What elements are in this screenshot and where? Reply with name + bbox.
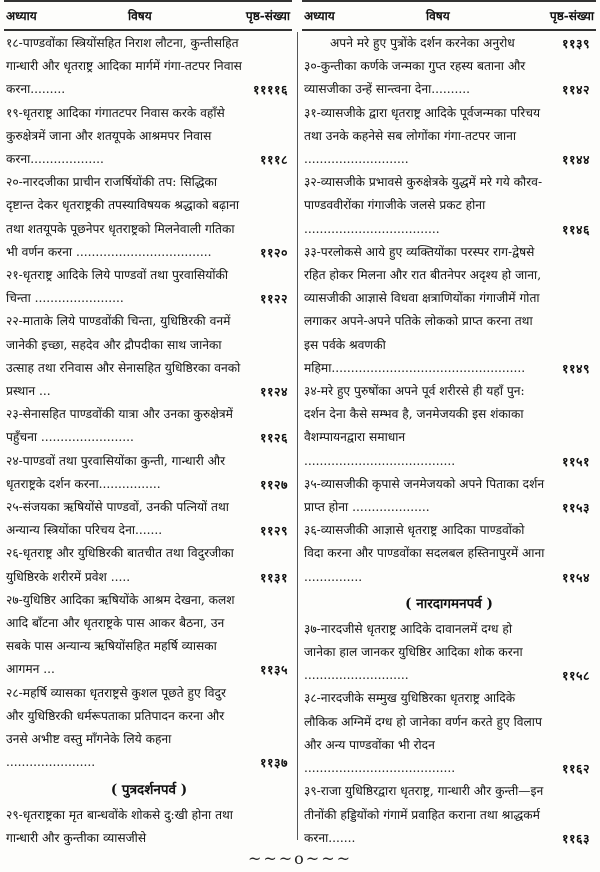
column-divider xyxy=(297,32,298,840)
header-adhyay: अध्याय xyxy=(304,9,335,23)
header-vishay: विषय xyxy=(426,9,450,23)
toc-entry xyxy=(6,32,292,102)
left-column xyxy=(6,32,292,845)
toc-entry-text: २१-धृतराष्ट्र आदिके लिये पाण्डवों तथा पुरवासियोंकी चिन्ता ....................... xyxy=(6,268,228,306)
toc-entry xyxy=(6,264,292,310)
toc-entry-text: १९-धृतराष्ट्र आदिका गंगातटपर निवास करके वहाँसे कुरुक्षेत्रमें जाना और शतयूपके आश्रमपर निवास करना................... xyxy=(6,105,225,167)
toc-entry xyxy=(6,310,292,403)
toc-entry xyxy=(6,102,292,172)
toc-entry xyxy=(304,171,594,241)
toc-entry-text: ३३-परलोकसे आये हुए व्यक्तियोंका परस्पर राग-द्वेषसे रहित होकर मिलना और रात बीतनेपर अदृश्य हो जाना, व्यासजीकी आज्ञासे विधवा क्षत्राणियोंका गंगाजीमें गोता लगाकर अपने-अपने पतिके लोकको प्राप्त करना तथा इस पर्वके श्रवणकी महिमा.................................................. xyxy=(304,244,542,375)
toc-entry-page: ११२६ xyxy=(259,430,288,446)
toc-entry-text: ३९-राजा युधिष्ठिरद्वारा धृतराष्ट्र, गान्धारी और कुन्ती—इन तीनोंकी हड्डियोंको गंगामें प्रवाहित कराना तथा श्राद्धकर्म करना....... xyxy=(304,784,544,845)
toc-entry-text: २४-पाण्डवों तथा पुरवासियोंका कुन्ती, गान्धारी और धृतराष्ट्रके दर्शन करना................ xyxy=(6,453,226,491)
toc-entry-page: ११४९ xyxy=(561,360,590,376)
toc-entry-text: २०-नारदजीका प्राचीन राजर्षियोंकी तप: सिद्धिका दृष्टान्त देकर धृतराष्ट्रकी तपस्याविषयक श्रद्धाको बढ़ाना तथा शतयूपके पूछनेपर धृतराष्ट्रको मिलनेवाली गतिका भी वर्णन करना ................................... xyxy=(6,175,240,259)
toc-entry-text: ३०-कुन्तीका कर्णके जन्मका गुप्त रहस्य बताना और व्यासजीका उन्हें सान्त्वना देना.......... xyxy=(304,59,526,97)
header-right xyxy=(302,0,596,31)
toc-entry xyxy=(304,380,594,473)
toc-entry-page: ११३५ xyxy=(259,662,288,678)
toc-entry-text: ३४-मरे हुए पुरुषोंका अपने पूर्व शरीरसे ही यहाँ पुन: दर्शन देना कैसे सम्भव है, जनमेजयकी इस शंकाका वैशम्पायनद्वारा समाधान ....................................... xyxy=(304,384,525,468)
toc-entry-page: ११२० xyxy=(259,244,288,260)
toc-entry xyxy=(304,687,594,780)
toc-entry xyxy=(6,542,292,588)
toc-entry-page: ११५८ xyxy=(561,668,590,684)
toc-entry-text: २९-धृतराष्ट्रका मृत बान्धवोंके शोकसे दु:खी होना तथा गान्धारी और कुन्तीका व्यासजीसे xyxy=(6,807,233,845)
header-prishth: पृष्ठ-संख्या xyxy=(549,9,594,23)
toc-entry-text: २३-सेनासहित पाण्डवोंकी यात्रा और उनका कुरुक्षेत्रमें पहुँचना ........................ xyxy=(6,407,233,445)
section-title: ( नारदागमनपर्व ) xyxy=(405,595,493,612)
toc-entry-page: ११६३ xyxy=(561,830,590,846)
toc-entry-text: ३८-नारदजीके सम्मुख युधिष्ठिरका धृतराष्ट्र आदिके लौकिक अग्निमें दग्ध हो जानेका वर्णन करते हुए विलाप और अन्य पाण्डवोंका भी रोदन ....................................... xyxy=(304,691,542,776)
toc-entry-text: १८-पाण्डवोंका स्त्रियोंसहित निराश लौटना, कुन्तीसहित गान्धारी और धृतराष्ट्र आदिका मार्गमें गंगा-तटपर निवास करना......... xyxy=(6,36,242,97)
toc-entry xyxy=(304,780,594,850)
toc-entry xyxy=(304,32,594,55)
toc-entry-page: ११२२ xyxy=(259,291,288,307)
toc-entry xyxy=(304,473,594,519)
toc-entry-text: २२-माताके लिये पाण्डवोंकी चिन्ता, युधिष्ठिरकी वनमें जानेकी इच्छा, सहदेव और द्रौपदीका साथ जानेका उत्साह तथा रनिवास और सेनासहित युधिष्ठिरका वनको प्रस्थान ... xyxy=(6,314,241,399)
toc-entry-page: ११२९ xyxy=(259,523,288,539)
toc-entry-page: ११४२ xyxy=(561,82,590,98)
toc-entry xyxy=(6,403,292,449)
toc-entry-text: २७-युधिष्ठिर आदिका ऋषियोंके आश्रम देखना, कलश आदि बाँटना और धृतराष्ट्रके पास आकर बैठना, उन सबके पास अन्यान्य ऋषियोंसहित महर्षि व्यासका आगमन ... xyxy=(6,592,235,677)
toc-entry-page: ११११६ xyxy=(252,82,288,98)
toc-entry-page: ११२४ xyxy=(259,384,288,400)
toc-entry-text: ३५-व्यासजीकी कृपासे जनमेजयको अपने पिताका दर्शन प्राप्त होना .................... xyxy=(304,476,545,515)
toc-entry xyxy=(6,804,292,850)
toc-entry xyxy=(304,241,594,380)
section-title: ( पुत्रदर्शनपर्व ) xyxy=(110,781,188,798)
toc-entry xyxy=(6,589,292,682)
header-adhyay: अध्याय xyxy=(6,9,37,23)
toc-entry-text: २५-संजयका ऋषियोंसे पाण्डवों, उनकी पत्नियों तथा अन्यान्य स्त्रियोंका परिचय देना....... xyxy=(6,500,229,538)
toc-entry-text: २६-धृतराष्ट्र और युधिष्ठिरकी बातचीत तथा विदुरजीका युधिष्ठिरके शरीरमें प्रवेश ..... xyxy=(6,546,234,584)
toc-entry-text: ३७-नारदजीसे धृतराष्ट्र आदिके दावानलमें दग्ध हो जानेका हाल जानकर युधिष्ठिर आदिका शोक करना ........................... xyxy=(304,621,523,683)
toc-entry-page: ११५३ xyxy=(561,500,590,516)
toc-entry xyxy=(6,450,292,496)
toc-entry-page: ११५१ xyxy=(561,453,590,469)
toc-entry-text: ३१-व्यासजीके द्वारा धृतराष्ट्र आदिके पूर्वजन्मका परिचय तथा उनके कहनेसे सब लोगोंका गंगा-तटपर जाना ........................... xyxy=(304,105,541,167)
toc-entry-page: ११५४ xyxy=(561,569,590,585)
toc-entry xyxy=(6,171,292,264)
header-left xyxy=(4,0,292,31)
toc-entry-page: ११६२ xyxy=(561,761,590,777)
toc-entry-text: अपने मरे हुए पुत्रोंके दर्शन करनेका अनुरोध xyxy=(330,36,515,50)
toc-entry-page: ११२७ xyxy=(259,476,288,492)
header-prishth: पृष्ठ-संख्या xyxy=(245,9,290,23)
toc-entry xyxy=(304,102,594,172)
page-footer-ornament: ~~~o~~~ xyxy=(247,849,353,868)
toc-entry-page: ११४६ xyxy=(561,221,590,237)
header-vishay: विषय xyxy=(128,9,152,23)
toc-entry-text: २८-महर्षि व्यासका धृतराष्ट्रसे कुशल पूछते हुए विदुर और युधिष्ठिरकी धर्मरूपताका प्रतिपादन करना और उनसे अभीष्ट वस्तु माँगनेके लिये कहना ....................... xyxy=(6,685,227,770)
toc-entry xyxy=(304,519,594,589)
toc-entry xyxy=(6,682,292,775)
toc-entry-page: ११३१ xyxy=(259,569,288,585)
toc-entry xyxy=(6,496,292,542)
toc-entry xyxy=(304,55,594,101)
toc-entry-page: ११४४ xyxy=(561,152,590,168)
toc-entry-text: ३२-व्यासजीके प्रभावसे कुरुक्षेत्रके युद्धमें मरे गये कौरव-पाण्डववीरोंका गंगाजीके जलसे प्रकट होना ................................... xyxy=(304,175,543,236)
right-column xyxy=(304,32,594,846)
toc-entry-page: ११३९ xyxy=(561,36,590,51)
toc-entry-page: १११८ xyxy=(259,152,288,168)
toc-entry-page: ११३७ xyxy=(259,755,288,771)
toc-entry-text: ३६-व्यासजीकी आज्ञासे धृतराष्ट्र आदिका पाण्डवोंको विदा करना और पाण्डवोंका सदलबल हस्तिनापुरमें आना ............... xyxy=(304,523,545,584)
toc-entry xyxy=(304,618,594,688)
